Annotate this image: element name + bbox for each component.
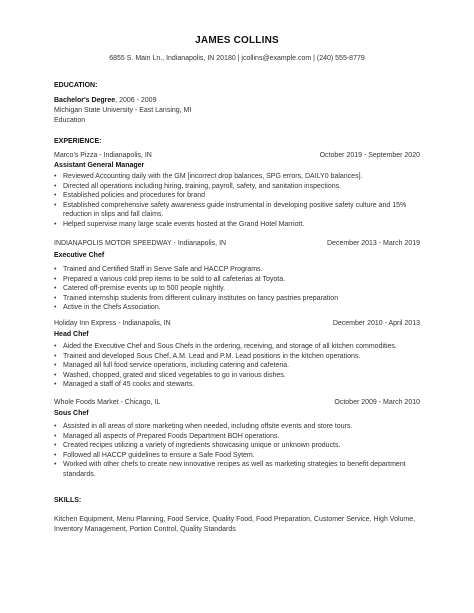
job-employer: Holiday Inn Express - Indianapolis, IN (54, 320, 171, 327)
job-bullet: • Aided the Executive Chef and Sous Chefs in the ordering, receiving, and storage of all kitchen commodities. (54, 342, 434, 352)
education-school: Michigan State University - East Lansing, MI (54, 107, 192, 114)
job-bullet: • Managed all aspects of Prepared Foods Department BOH operations. (54, 432, 434, 442)
candidate-name: JAMES COLLINS (195, 35, 279, 46)
job-bullet: • Managed all full food service operations, including catering and cafeteria. (54, 361, 434, 371)
job-employer: Marco's Pizza - Indianapolis, IN (54, 152, 152, 159)
job-bullet-list (54, 265, 434, 313)
job-bullet-list (54, 172, 434, 230)
job-bullet: • Active in the Chefs Association. (54, 303, 434, 313)
job-bullet: • Helped supervise many large scale events hosted at the Grand Hotel Marriott. (54, 220, 434, 230)
job-title: Executive Chef (54, 252, 105, 259)
education-degree-line (54, 97, 156, 104)
job-dates: December 2013 - March 2019 (327, 240, 420, 247)
job-bullet: • Established comprehensive safety awareness guide instrumental in developing positive safety culture and 15% reduction in slips and fall claims. (54, 201, 434, 220)
contact-line: 6855 S. Main Ln., Indianapolis, IN 20180 | jcollins@example.com | (240) 555-8779 (109, 55, 365, 62)
skills-list: Kitchen Equipment, Menu Planning, Food Service, Quality Food, Food Preparation, Customer Service, High Volume, Inventory Management, Portion Control, Quality Standards (54, 516, 416, 533)
job-bullet: • Followed all HACCP guidelines to ensure a Safe Food Sytem. (54, 451, 434, 461)
education-degree: Bachelor's Degree (54, 97, 116, 104)
job-bullet: • Directed all operations including hiring, training, payroll, safety, and sanitation inspections. (54, 182, 434, 192)
job-bullet: • Established policies and procedures for brand (54, 191, 434, 201)
job-bullet: • Washed, chopped, grated and sliced vegetables to go in various dishes. (54, 371, 434, 381)
job-bullet-list (54, 422, 434, 480)
job-bullet: • Managed a staff of 45 cooks and stewarts. (54, 380, 434, 390)
skills-heading: SKILLS: (54, 497, 82, 504)
job-bullet: • Catered off-premise events up to 500 people nightly. (54, 284, 434, 294)
job-dates: October 2019 - September 2020 (319, 152, 420, 159)
education-years: , 2006 - 2009 (115, 97, 157, 104)
job-dates: October 2009 - March 2010 (334, 399, 420, 406)
job-employer: INDIANAPOLIS MOTOR SPEEDWAY - Indianapolis, IN (54, 240, 227, 247)
job-bullet: • Trained and developed Sous Chef, A.M. Lead and P.M. Lead positions in the kitchen operations. (54, 352, 434, 362)
job-title: Head Chef (54, 331, 89, 338)
job-bullet: • Worked with other chefs to create new innovative recipes as well as marketing strategies to benefit department standards. (54, 460, 434, 479)
job-bullet: • Trained internship students from different culinary institutes on fancy pastries preparation (54, 294, 434, 304)
job-bullet: • Prepared a various cold prep items to be sold to all cafeterias at Toyota. (54, 275, 434, 285)
job-bullet-list (54, 342, 434, 390)
job-bullet: • Assisted in all areas of store marketing when needed, including offsite events and store tours. (54, 422, 434, 432)
job-employer: Whole Foods Market - Chicago, IL (54, 399, 161, 406)
job-bullet: • Created recipes utilizing a variety of ingredients showcasing unique or unknown products. (54, 441, 434, 451)
job-bullet: • Trained and Certified Staff in Serve Safe and HACCP Programs. (54, 265, 434, 275)
education-heading: EDUCATION: (54, 82, 98, 89)
job-title: Sous Chef (54, 410, 89, 417)
job-title: Assistant General Manager (54, 162, 145, 169)
job-dates: December 2010 - April 2013 (332, 320, 420, 327)
job-bullet: • Reviewed Accounting daily with the GM [incorrect drop balances, SPG errors, DAILY0 balances]. (54, 172, 434, 182)
education-field: Education (54, 117, 86, 124)
experience-heading: EXPERIENCE: (54, 138, 102, 145)
